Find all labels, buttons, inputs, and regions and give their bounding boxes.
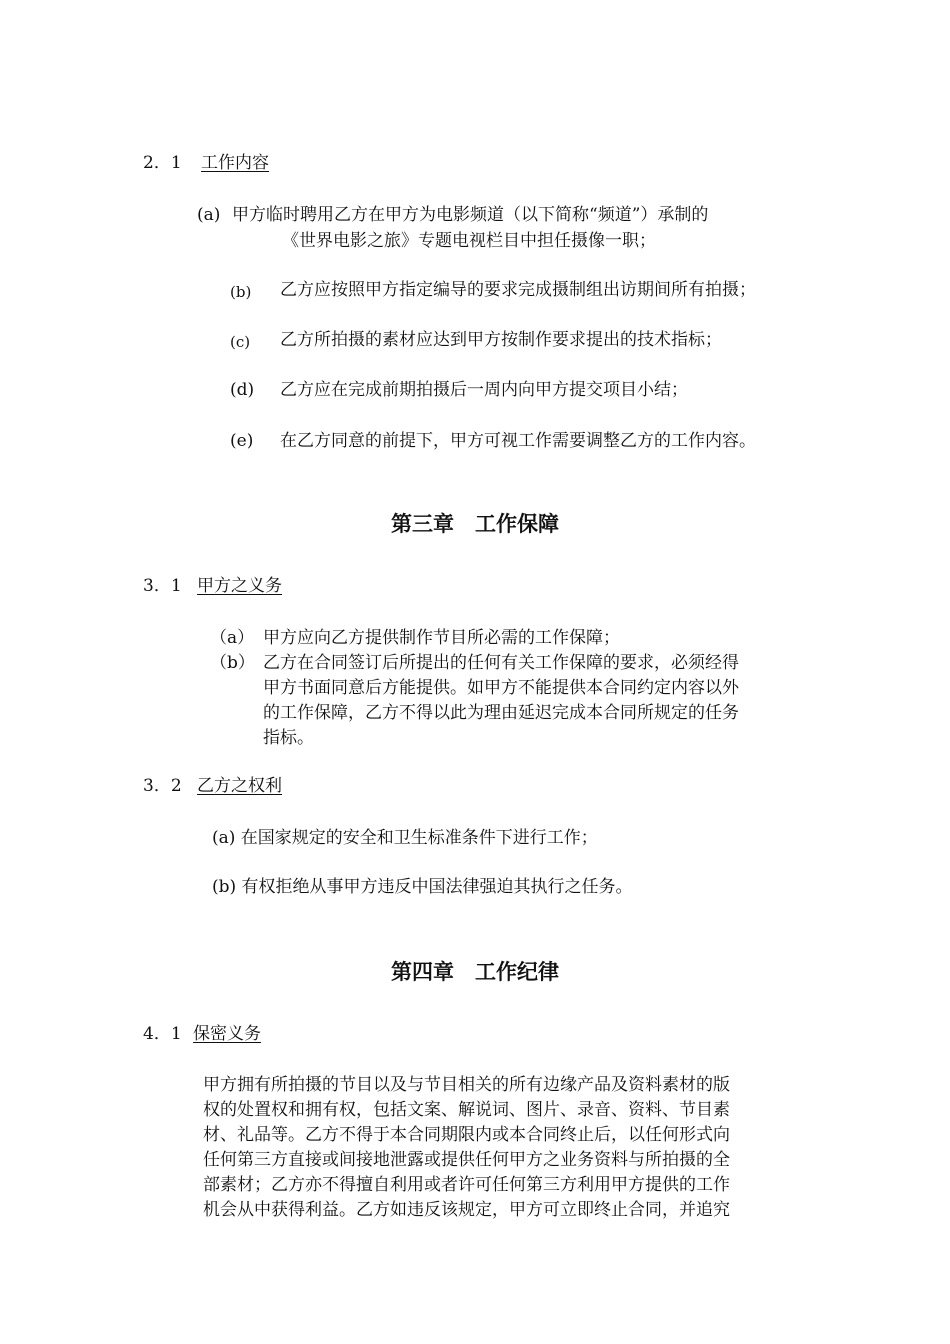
- list-item-marker: （a）: [210, 628, 255, 648]
- list-item-text: 乙方在合同签订后所提出的任何有关工作保障的要求，必须经得: [263, 653, 739, 673]
- list-item-marker: (b): [230, 283, 252, 301]
- paragraph-line: 任何第三方直接或间接地泄露或提供任何甲方之业务资料与所拍摄的全: [203, 1150, 730, 1170]
- list-item-text: 指标。: [263, 728, 314, 748]
- section-title: 工作内容: [201, 153, 270, 173]
- paragraph-line: 权的处置权和拥有权，包括文案、解说词、图片、录音、资料、节目素: [203, 1100, 730, 1120]
- section-title: 甲方之义务: [197, 576, 283, 596]
- paragraph-line: 机会从中获得利益。乙方如违反该规定，甲方可立即终止合同，并追究: [203, 1200, 730, 1220]
- section-title: 保密义务: [193, 1024, 262, 1044]
- section-3-2-heading: [143, 773, 282, 799]
- section-number: 3．2: [143, 776, 182, 796]
- chapter-3-title: 第三章 工作保障: [391, 511, 559, 536]
- list-item-text: 乙方应按照甲方指定编导的要求完成摄制组出访期间所有拍摄；: [280, 280, 756, 300]
- paragraph-line: 材、礼品等。乙方不得于本合同期限内或本合同终止后，以任何形式向: [203, 1125, 730, 1145]
- list-item-marker: (c): [230, 333, 251, 351]
- list-item-text: 在乙方同意的前提下，甲方可视工作需要调整乙方的工作内容。: [280, 431, 756, 451]
- list-item-marker: (e): [230, 431, 254, 451]
- list-item-text: (b) 有权拒绝从事甲方违反中国法律强迫其执行之任务。: [212, 877, 633, 897]
- list-item-text: 甲方书面同意后方能提供。如甲方不能提供本合同约定内容以外: [263, 678, 739, 698]
- list-item-marker: (a): [197, 205, 221, 225]
- list-item-text: 甲方应向乙方提供制作节目所必需的工作保障；: [263, 628, 620, 648]
- list-item-text: 甲方临时聘用乙方在甲方为电影频道（以下简称“频道”）承制的: [232, 205, 709, 225]
- section-number: 2．1: [143, 153, 182, 173]
- section-number: 4．1: [143, 1024, 182, 1044]
- section-3-1-heading: [143, 573, 282, 599]
- section-2-1-heading: [143, 150, 269, 176]
- list-item-marker: （b）: [210, 653, 255, 673]
- list-item-text: 乙方应在完成前期拍摄后一周内向甲方提交项目小结；: [280, 380, 688, 400]
- list-item-text: 《世界电影之旅》专题电视栏目中担任摄像一职；: [282, 231, 656, 251]
- list-item-text: (a) 在国家规定的安全和卫生标准条件下进行工作；: [212, 828, 598, 848]
- paragraph-line: 部素材；乙方亦不得擅自利用或者许可任何第三方利用甲方提供的工作: [203, 1175, 730, 1195]
- section-title: 乙方之权利: [197, 776, 283, 796]
- section-4-1-heading: [143, 1021, 261, 1047]
- list-item-marker: (d): [230, 380, 255, 400]
- paragraph-line: 甲方拥有所拍摄的节目以及与节目相关的所有边缘产品及资料素材的版: [203, 1075, 730, 1095]
- list-item-text: 乙方所拍摄的素材应达到甲方按制作要求提出的技术指标；: [280, 330, 722, 350]
- chapter-4-title: 第四章 工作纪律: [391, 959, 559, 984]
- section-number: 3．1: [143, 576, 182, 596]
- list-item-text: 的工作保障，乙方不得以此为理由延迟完成本合同所规定的任务: [263, 703, 739, 723]
